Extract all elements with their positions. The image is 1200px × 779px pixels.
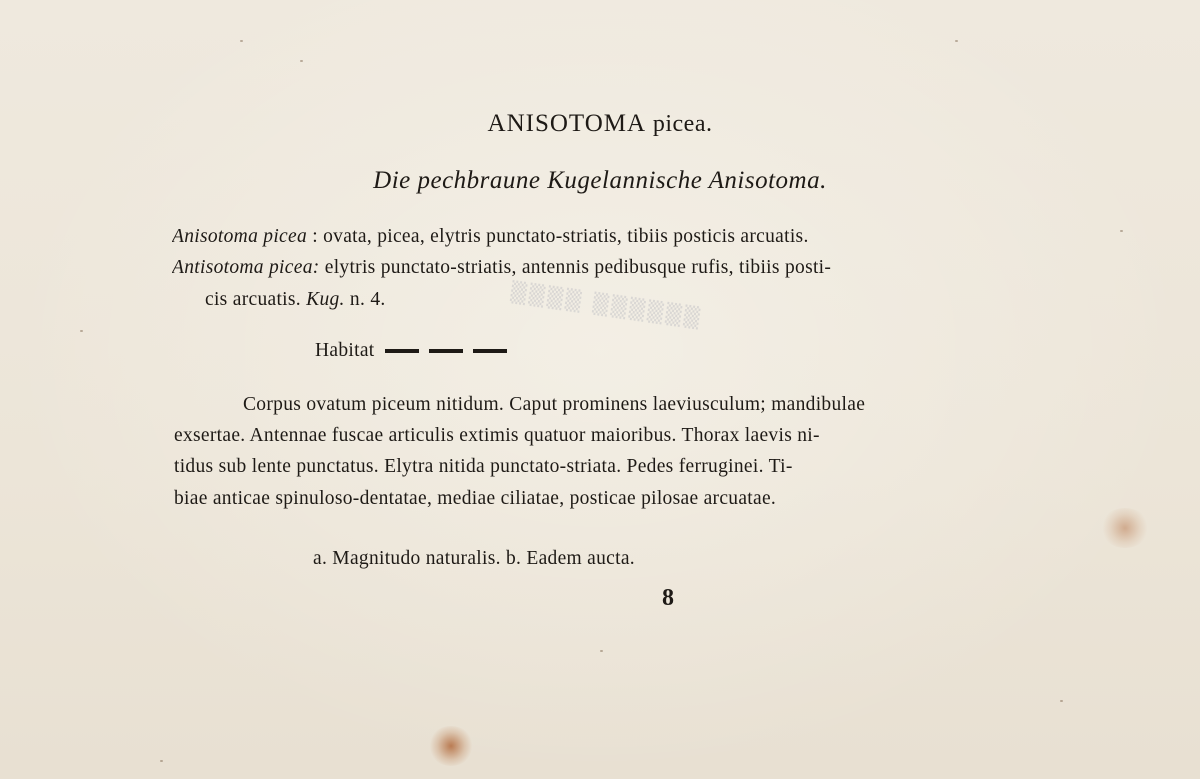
diagnosis-name-2: Antisotoma picea: <box>172 257 320 278</box>
description-line-3 <box>174 456 1044 486</box>
description-text-1: Corpus ovatum piceum nitidum. Caput prominens laeviusculum; mandibulae <box>243 394 866 415</box>
paper-speck <box>80 330 83 332</box>
figure-note-text: a. Magnitudo naturalis. b. Eadem aucta. <box>313 548 635 569</box>
diagnosis-line-3 <box>205 289 386 319</box>
diagnosis-line-2 <box>172 257 1042 287</box>
habitat-dash-2 <box>429 349 463 353</box>
diagnosis-text-1: : ovata, picea, elytris punctato-striatis, tibiis posticis arcuatis. <box>312 226 809 247</box>
description-line-2 <box>174 425 1044 455</box>
diagnosis-name-1: Anisotoma picea <box>172 226 308 247</box>
paper-speck <box>955 40 958 42</box>
figure-note <box>313 548 635 578</box>
diagnosis-text-3: cis arcuatis. <box>205 289 301 310</box>
foxing-stain-right <box>1100 508 1150 548</box>
kugelann-reference: Kug. <box>306 289 345 310</box>
habitat-dash-1 <box>385 349 419 353</box>
description-line-4 <box>174 488 776 518</box>
german-subtitle: Die pechbraune Kugelannische Anisotoma. <box>373 167 827 194</box>
genus-name: ANISOTOMA <box>487 110 647 137</box>
paper-speck <box>240 40 243 42</box>
paper-speck <box>600 650 603 652</box>
description-text-2: exsertae. Antennae fuscae articulis extimis quatuor maioribus. Thorax laevis ni- <box>174 425 820 446</box>
description-text-3: tidus sub lente punctatus. Elytra nitida punctato-striata. Pedes ferruginei. Ti- <box>174 456 793 477</box>
diagnosis-line-1 <box>172 226 1042 256</box>
description-line-1 <box>243 394 1044 424</box>
paper-speck <box>1060 700 1063 702</box>
description-text-4: biae anticae spinuloso-dentatae, mediae ciliatae, posticae pilosae arcuatae. <box>174 488 777 509</box>
foxing-stain <box>428 726 474 766</box>
species-name: picea. <box>652 111 713 137</box>
reference-number: n. 4. <box>349 289 386 310</box>
habitat-line <box>315 340 507 370</box>
show-through-stamp: ▒▒▒▒ ▒▒▒▒▒▒ <box>509 279 705 331</box>
paper-speck <box>300 60 303 62</box>
page-title <box>0 110 1200 138</box>
diagnosis-text-2: elytris punctato-striatis, antennis pedibusque rufis, tibiis posti- <box>324 257 832 278</box>
habitat-dash-3 <box>473 349 507 353</box>
page-number: 8 <box>662 585 674 611</box>
paper-speck <box>1120 230 1123 232</box>
habitat-label: Habitat <box>315 340 375 361</box>
paper-speck <box>160 760 163 762</box>
